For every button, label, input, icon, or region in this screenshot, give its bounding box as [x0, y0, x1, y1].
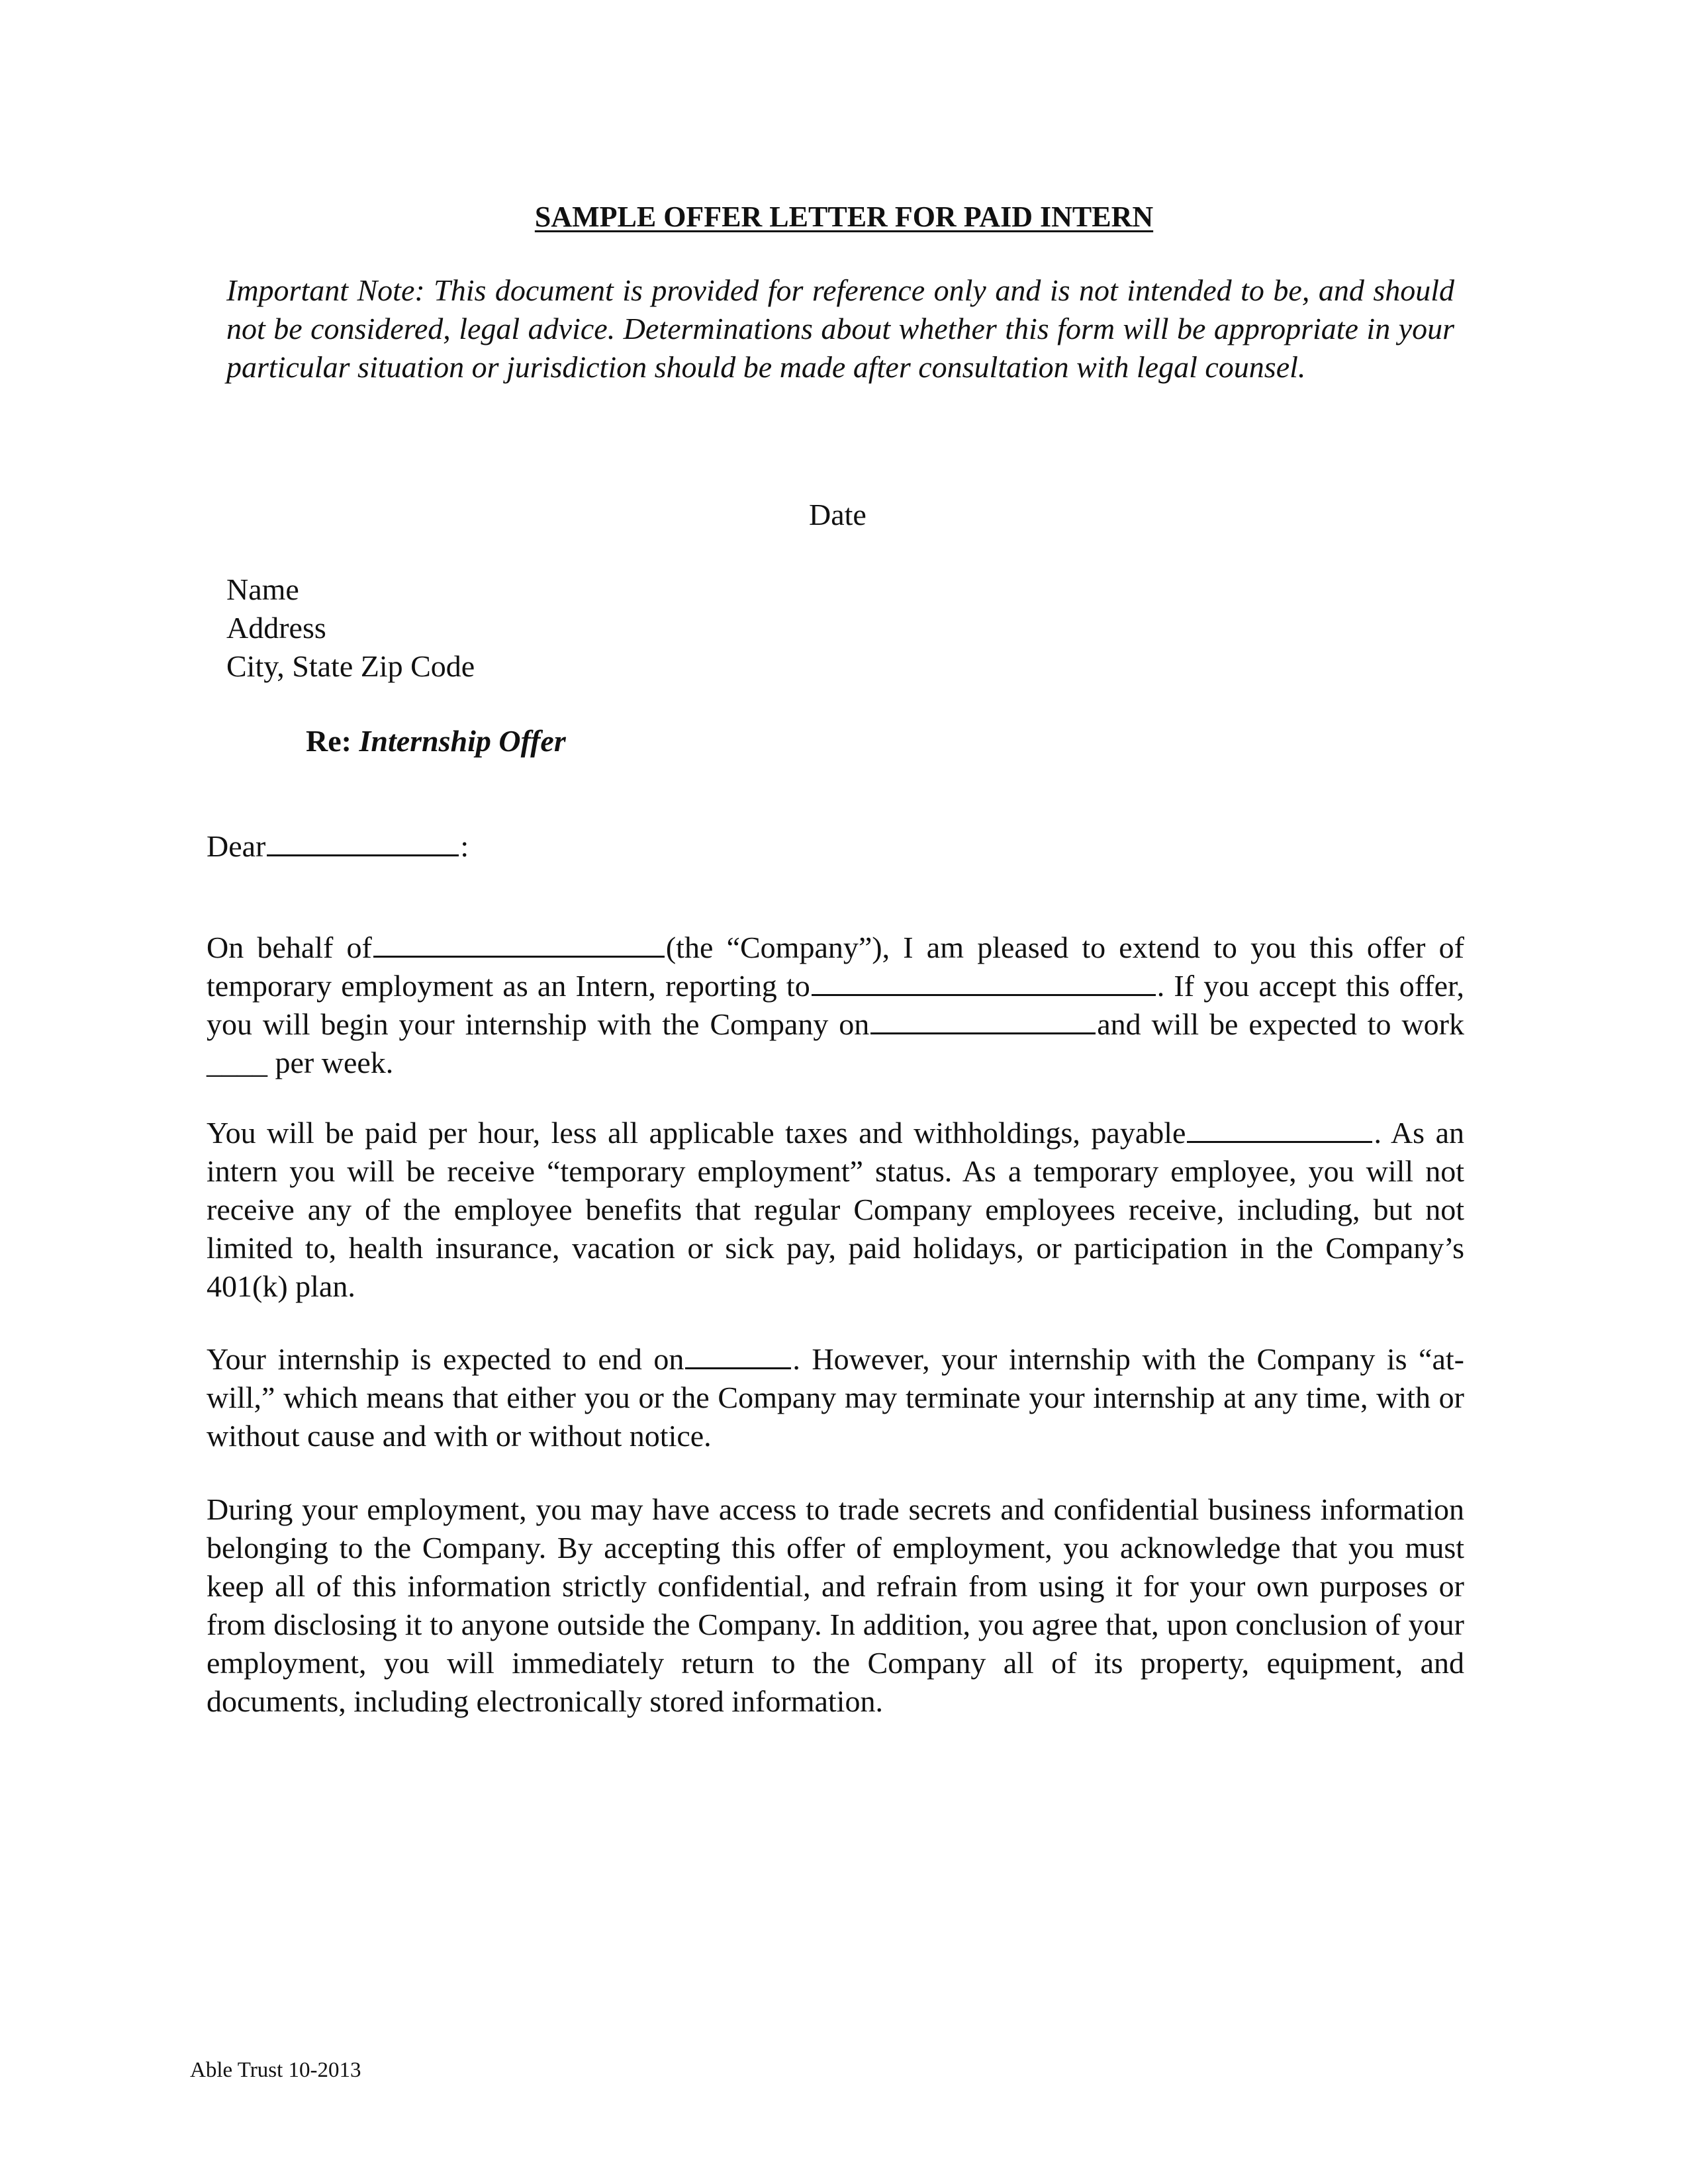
start-date-blank	[870, 1007, 1096, 1034]
supervisor-blank	[812, 969, 1156, 996]
compensation-text-1: You will be paid per hour, less all applicable taxes and withholdings, payable	[207, 1116, 1186, 1150]
offer-text-3: . If you accept this offer, you will begin your internship with the Company on	[207, 969, 1464, 1041]
recipient-address: Address	[226, 611, 326, 645]
payable-blank	[1187, 1116, 1372, 1143]
compensation-text-2: . As an intern you will be receive “temporary employment” status. As a temporary employee, you will not receive any of the employee benefits that regular Company employees receive, including, but not limited to, health insurance, vacation or sick pay, paid holidays, or participation in the Company’s 401(k) plan.	[207, 1116, 1464, 1303]
term-text-1: Your internship is expected to end on	[207, 1342, 684, 1376]
confidentiality-paragraph: During your employment, you may have access to trade secrets and confidential business information belonging to the Company. By accepting this offer of employment, you acknowledge that you must keep all of this information strictly confidential, and refrain from using it for your own purposes or from disclosing it to anyone outside the Company. In addition, you agree that, upon conclusion of your employment, you will immediately return to the Company all of its property, equipment, and documents, including electronically stored information.	[207, 1492, 1464, 1718]
end-date-blank	[685, 1342, 791, 1369]
subject-text: Internship Offer	[359, 724, 566, 758]
compensation-paragraph	[207, 1114, 1464, 1306]
subject-line	[306, 723, 566, 758]
offer-text-1: On behalf of	[207, 931, 372, 964]
recipient-blank	[267, 829, 459, 856]
footer-text: Able Trust 10-2013	[190, 2058, 361, 2082]
term-paragraph	[207, 1340, 1464, 1455]
offer-text-2: (the “Company”), I am pleased to extend to you this offer of temporary employment as an Intern, reporting to	[207, 931, 1464, 1003]
recipient-city-state-zip: City, State Zip Code	[226, 649, 475, 683]
offer-text-4: and will be expected to work ____ per week.	[207, 1007, 1464, 1079]
recipient-address-block	[226, 570, 475, 686]
term-text-2: . However, your internship with the Company is “at-will,” which means that either you or the Company may terminate your internship at any time, with or without cause and with or without notice.	[207, 1342, 1464, 1453]
salutation-suffix: :	[460, 829, 469, 863]
salutation-prefix: Dear	[207, 829, 266, 863]
subject-label: Re:	[306, 724, 352, 758]
salutation	[207, 829, 469, 864]
date-line: Date	[809, 498, 867, 531]
recipient-name: Name	[226, 572, 299, 606]
important-note: Important Note: This document is provided for reference only and is not intended to be, and should not be considered, legal advice. Determinations about whether this form will be appropriate in your particular situation or jurisdiction should be made after consultation with legal counsel.	[226, 273, 1454, 384]
offer-paragraph	[207, 929, 1464, 1082]
company-blank	[373, 931, 665, 958]
document-title: SAMPLE OFFER LETTER FOR PAID INTERN	[534, 201, 1154, 233]
